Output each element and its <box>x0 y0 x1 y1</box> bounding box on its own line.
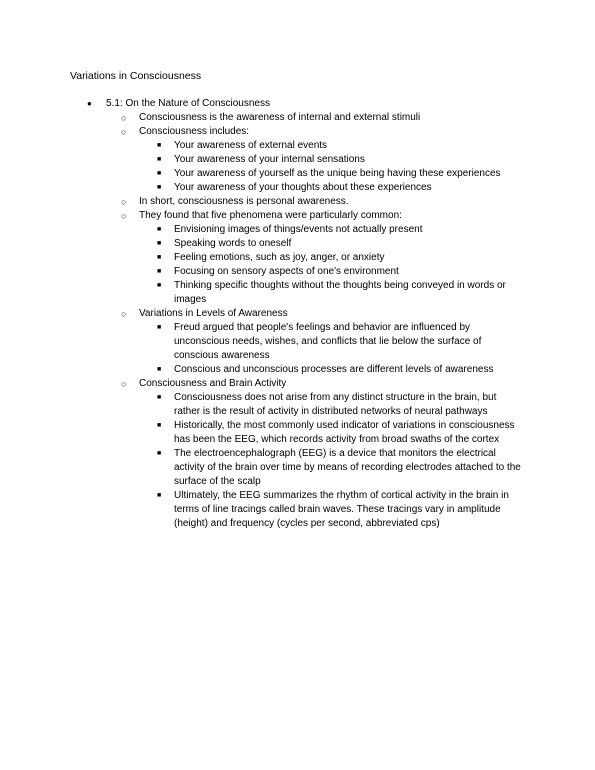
outline-subitem-text: ■ Historically, the most commonly used indicator of variations in consciousness has been the EEG, which records activity from broad swaths of the cortex <box>0 419 524 447</box>
outline-item-text: ○ Consciousness and Brain Activity <box>0 377 529 391</box>
section-heading: ● 5.1: On the Nature of Consciousness <box>0 97 526 111</box>
outline-subitem-text: ■ Freud argued that people's feelings and behavior are influenced by unconscious needs, wishes, and conflicts that lie below the surface of conscious awareness <box>0 321 524 363</box>
section-item <box>0 97 595 531</box>
outline-subitem-text: ■ Your awareness of your internal sensations <box>0 153 524 167</box>
outline-subitem-text: ■ Your awareness of your thoughts about these experiences <box>0 181 524 195</box>
outline-item <box>0 111 595 125</box>
outline-subitem <box>0 167 595 181</box>
outline-subitem <box>0 265 595 279</box>
outline-list <box>0 97 595 531</box>
outline-item-text: ○ Variations in Levels of Awareness <box>0 307 529 321</box>
outline-subitem-text: ■ Thinking specific thoughts without the thoughts being conveyed in words or images <box>0 279 524 307</box>
outline-subitem-text: ■ The electroencephalograph (EEG) is a device that monitors the electrical activity of the brain over time by means of recording electrodes attached to the surface of the scalp <box>0 447 524 489</box>
outline-subitem <box>0 419 595 447</box>
outline-item <box>0 307 595 377</box>
outline-subitems <box>0 321 595 377</box>
section-subitems <box>0 111 595 531</box>
outline-item <box>0 209 595 307</box>
outline-subitem-text: ■ Consciousness does not arise from any distinct structure in the brain, but rather is the result of activity in distributed networks of neural pathways <box>0 391 524 419</box>
outline-subitem-text: ■ Your awareness of external events <box>0 139 524 153</box>
outline-item <box>0 195 595 209</box>
outline-subitems <box>0 391 595 531</box>
outline-subitem <box>0 279 595 307</box>
outline-item-text: ○ Consciousness is the awareness of internal and external stimuli <box>0 111 529 125</box>
outline-subitem-text: ■ Conscious and unconscious processes are different levels of awareness <box>0 363 524 377</box>
outline-subitem <box>0 363 595 377</box>
outline-item-text: ○ In short, consciousness is personal awareness. <box>0 195 529 209</box>
outline-subitem <box>0 321 595 363</box>
outline-subitem <box>0 489 595 531</box>
outline-subitem <box>0 223 595 237</box>
outline-subitem-text: ■ Envisioning images of things/events not actually present <box>0 223 524 237</box>
outline-subitem <box>0 447 595 489</box>
outline-item-text: ○ Consciousness includes: <box>0 125 529 139</box>
outline-item-text: ○ They found that five phenomena were particularly common: <box>0 209 529 223</box>
outline-subitem-text: ■ Feeling emotions, such as joy, anger, or anxiety <box>0 251 524 265</box>
outline-subitem <box>0 391 595 419</box>
outline-subitems <box>0 139 595 195</box>
outline-subitem <box>0 237 595 251</box>
outline-subitem-text: ■ Ultimately, the EEG summarizes the rhythm of cortical activity in the brain in terms of line tracings called brain waves. These tracings vary in amplitude (height) and frequency (cycles per second, abbreviated cps) <box>0 489 524 531</box>
outline-item <box>0 125 595 195</box>
outline-item <box>0 377 595 531</box>
outline-subitem-text: ■ Your awareness of yourself as the unique being having these experiences <box>0 167 524 181</box>
outline-subitem-text: ■ Focusing on sensory aspects of one's environment <box>0 265 524 279</box>
outline-subitem <box>0 181 595 195</box>
outline-subitems <box>0 223 595 307</box>
outline-subitem <box>0 251 595 265</box>
document-title: Variations in Consciousness <box>70 70 202 82</box>
outline-subitem-text: ■ Speaking words to oneself <box>0 237 524 251</box>
outline-subitem <box>0 153 595 167</box>
outline-subitem <box>0 139 595 153</box>
